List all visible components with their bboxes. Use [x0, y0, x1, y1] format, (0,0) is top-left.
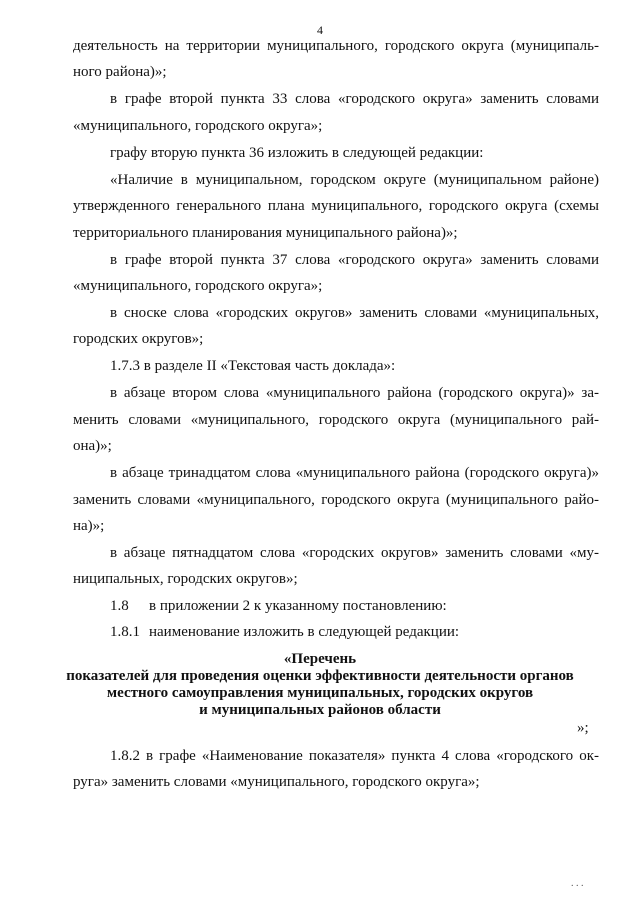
text-line: в абзаце тринадцатом слова «муниципального района (городского округа)» — [110, 465, 599, 481]
closing-quote: »; — [577, 720, 589, 736]
text-line: 1.7.3 в разделе II «Текстовая часть доклада»: — [110, 358, 396, 374]
text-line: графу вторую пункта 36 изложить в следующей редакции: — [110, 145, 484, 161]
text-line: в сноске слова «городских округов» заменить словами «муниципальных, — [110, 305, 599, 321]
text-line: наименование изложить в следующей редакции: — [149, 624, 460, 640]
page-number: 4 — [317, 23, 323, 37]
text-line: ного района)»; — [73, 64, 167, 80]
text-line: руга» заменить словами «муниципального, городского округа»; — [73, 774, 480, 790]
text-line: ниципальных, городских округов»; — [73, 571, 298, 587]
text-line: деятельность на территории муниципального, городского округа (муниципаль- — [73, 38, 599, 54]
text-line: заменить словами «муниципального, городского округа (муниципального райо- — [73, 492, 599, 508]
heading-line: и муниципальных районов области — [199, 702, 441, 718]
heading-line: «Перечень — [283, 651, 357, 667]
item-number: 1.8.1 — [110, 624, 140, 640]
item-number: 1.8 — [110, 598, 129, 614]
text-line: территориального планирования муниципального района)»; — [73, 225, 458, 241]
text-line: в приложении 2 к указанному постановлению: — [149, 598, 447, 614]
heading-line: показателей для проведения оценки эффективности деятельности органов — [66, 668, 574, 684]
text-line: «Наличие в муниципальном, городском округе (муниципальном районе) — [110, 172, 599, 188]
footer-mark: . . . — [571, 878, 584, 889]
text-line: «муниципального, городского округа»; — [73, 118, 323, 134]
text-line: в графе второй пункта 33 слова «городского округа» заменить словами — [110, 91, 599, 107]
text-line: городских округов»; — [73, 331, 204, 347]
text-line: она)»; — [73, 438, 112, 454]
text-line: в графе второй пункта 37 слова «городского округа» заменить словами — [110, 252, 599, 268]
text-line: менить словами «муниципального, городского округа (муниципального рай- — [73, 412, 599, 428]
text-line: в абзаце втором слова «муниципального района (городского округа)» за- — [110, 385, 599, 401]
text-line: утвержденного генерального плана муниципального, городского округа (схемы — [73, 198, 599, 214]
heading-line: местного самоуправления муниципальных, городских округов — [106, 685, 534, 701]
text-line: на)»; — [73, 518, 105, 534]
text-line: «муниципального, городского округа»; — [73, 278, 323, 294]
text-line: в абзаце пятнадцатом слова «городских округов» заменить словами «му- — [110, 545, 599, 561]
text-line: 1.8.2 в графе «Наименование показателя» пункта 4 слова «городского ок- — [110, 748, 599, 764]
